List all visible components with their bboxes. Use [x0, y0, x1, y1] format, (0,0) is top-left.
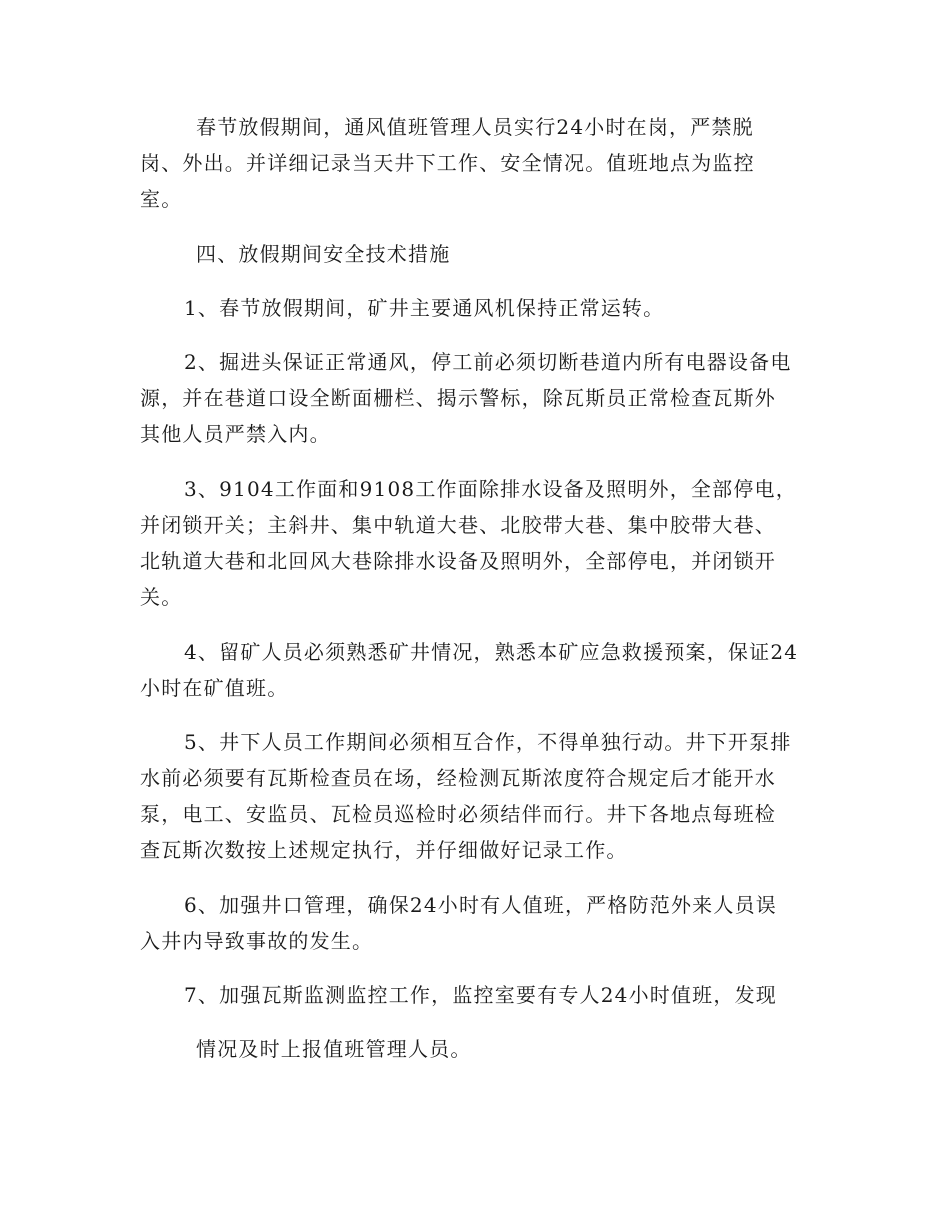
item-4-line-1: 4、留矿人员必须熟悉矿井情况，熟悉本矿应急救援预案，保证24 — [184, 640, 799, 664]
item-7-line-2: 情况及时上报值班管理人员。 — [196, 1037, 472, 1061]
item-5-line-3: 泵，电工、安监员、瓦检员巡检时必须结伴而行。井下各地点每班检 — [140, 802, 776, 826]
item-4-line-2: 小时在矿值班。 — [140, 676, 289, 700]
item-3-line-4: 关。 — [140, 585, 183, 609]
item-6-line-2: 入井内导致事故的发生。 — [140, 929, 374, 953]
item-3-line-2: 并闭锁开关；主斜井、集中轨道大巷、北胶带大巷、集中胶带大巷、 — [140, 513, 776, 537]
paragraph-duty-line-1: 春节放假期间，通风值班管理人员实行24小时在岗，严禁脱 — [196, 115, 754, 139]
item-3-line-1: 3、9104工作面和9108工作面除排水设备及照明外，全部停电， — [184, 477, 797, 501]
item-5-line-2: 水前必须要有瓦斯检查员在场，经检测瓦斯浓度符合规定后才能开水 — [140, 766, 776, 790]
item-5-line-1: 5、井下人员工作期间必须相互合作，不得单独行动。井下开泵排 — [184, 730, 792, 754]
paragraph-duty-line-3: 室。 — [140, 187, 183, 211]
item-2-line-3: 其他人员严禁入内。 — [140, 422, 331, 446]
item-3-line-3: 北轨道大巷和北回风大巷除排水设备及照明外，全部停电，并闭锁开 — [140, 549, 776, 573]
item-5-line-4: 查瓦斯次数按上述规定执行，并仔细做好记录工作。 — [140, 838, 628, 862]
item-7-line-1: 7、加强瓦斯监测监控工作，监控室要有专人24小时值班，发现 — [184, 983, 777, 1007]
paragraph-duty-line-2: 岗、外出。并详细记录当天井下工作、安全情况。值班地点为监控 — [140, 151, 755, 175]
section-heading: 四、放假期间安全技术措施 — [196, 242, 451, 266]
item-6-line-1: 6、加强井口管理，确保24小时有人值班，严格防范外来人员误 — [184, 893, 777, 917]
item-2-line-1: 2、掘进头保证正常通风，停工前必须切断巷道内所有电器设备电 — [184, 350, 792, 374]
item-2-line-2: 源，并在巷道口设全断面栅栏、揭示警标，除瓦斯员正常检查瓦斯外 — [140, 386, 776, 410]
item-1-line-1: 1、春节放假期间，矿井主要通风机保持正常运转。 — [184, 296, 665, 320]
